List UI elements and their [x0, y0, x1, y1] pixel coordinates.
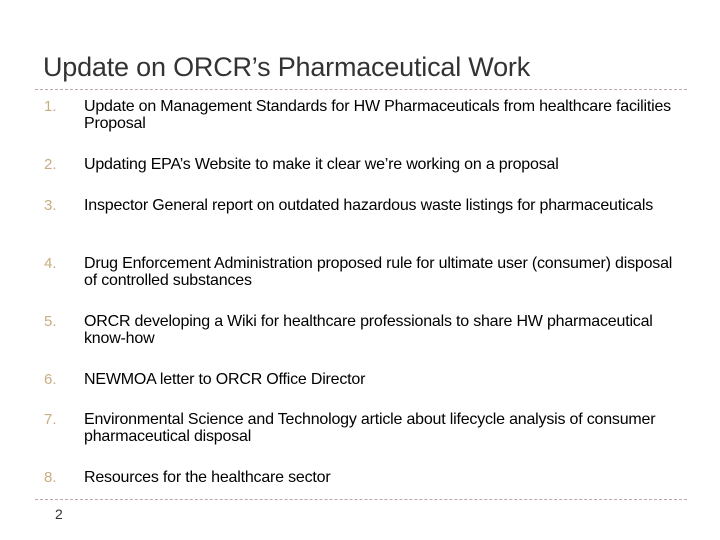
list-item-number: 2.	[44, 156, 57, 173]
list-item-number: 3.	[44, 197, 57, 214]
list-item-text: ORCR developing a Wiki for healthcare professionals to share HW pharmaceutical know-how	[84, 313, 653, 347]
list-item-number: 4.	[44, 255, 57, 272]
footer-divider	[35, 499, 687, 500]
list-item-number: 8.	[44, 469, 57, 486]
list-item-number: 5.	[44, 313, 57, 330]
list-item-number: 6.	[44, 371, 57, 388]
list-item-text: Resources for the healthcare sector	[84, 469, 331, 486]
title-divider	[35, 89, 687, 90]
list-item-text: Drug Enforcement Administration proposed rule for ultimate user (consumer) disposal of controlled substances	[84, 255, 673, 289]
list-item-text: Updating EPA’s Website to make it clear we’re working on a proposal	[84, 156, 559, 173]
list-item-text: Update on Management Standards for HW Pharmaceuticals from healthcare facilities Proposal	[84, 98, 671, 132]
list-item-number: 1.	[44, 98, 57, 115]
list-item-text: Environmental Science and Technology article about lifecycle analysis of consumer pharmaceutical disposal	[84, 411, 656, 445]
list-item-number: 7.	[44, 411, 57, 428]
list-item-text: NEWMOA letter to ORCR Office Director	[84, 371, 366, 388]
slide-title: Update on ORCR’s Pharmaceutical Work	[43, 52, 531, 82]
list-item-text: Inspector General report on outdated hazardous waste listings for pharmaceuticals	[84, 197, 654, 214]
page-number: 2	[55, 506, 63, 522]
